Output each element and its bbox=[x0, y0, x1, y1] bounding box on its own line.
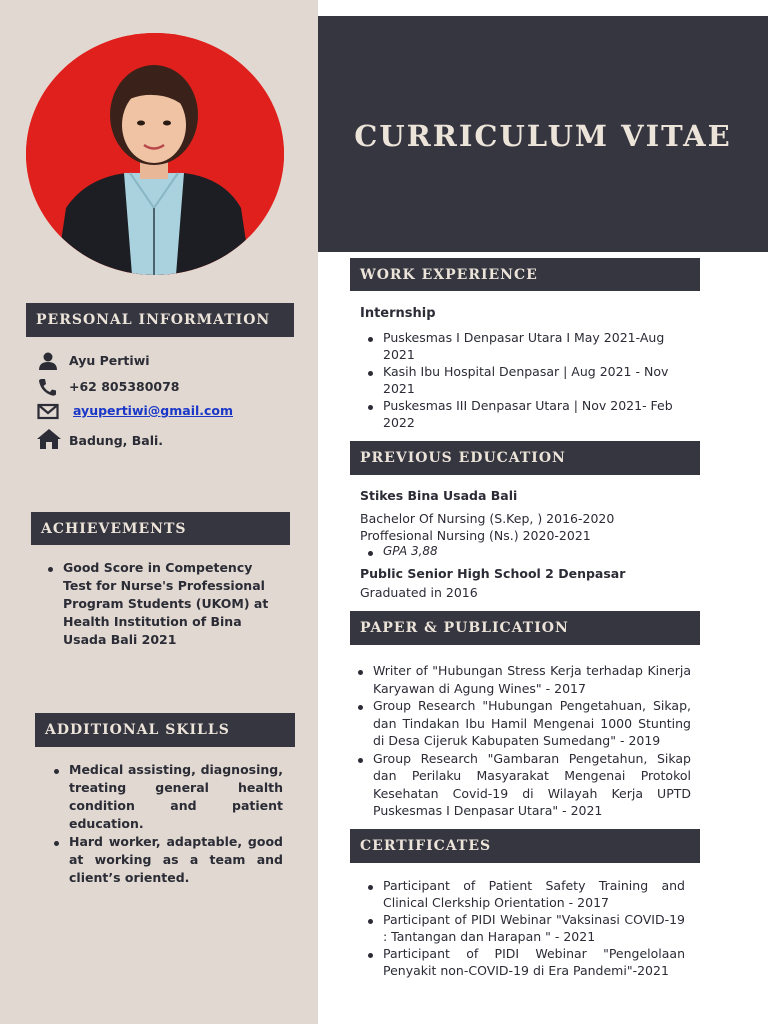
papers-heading: PAPER & PUBLICATION bbox=[350, 611, 700, 645]
work-subtitle: Internship bbox=[360, 306, 436, 321]
achievements-heading: ACHIEVEMENTS bbox=[31, 512, 290, 545]
education-graduated: Graduated in 2016 bbox=[360, 585, 478, 600]
certificate-item: Participant of PIDI Webinar "Pengelolaan Penyakit non-COVID-19 di Era Pandemi"-2021 bbox=[383, 946, 685, 978]
education-degree-1: Bachelor Of Nursing (S.Kep, ) 2016-2020 bbox=[360, 511, 615, 526]
skills-heading: ADDITIONAL SKILLS bbox=[35, 713, 295, 747]
person-name: Ayu Pertiwi bbox=[69, 353, 150, 368]
mail-icon bbox=[37, 403, 59, 421]
skills-list bbox=[69, 761, 283, 887]
certificate-item: Participant of Patient Safety Training and Clinical Clerkship Orientation - 2017 bbox=[383, 878, 685, 910]
papers-list bbox=[373, 662, 691, 820]
paper-item: Group Research "Hubungan Pengetahuan, Sikap, dan Tindakan Ibu Hamil Mengenai 1000 Stunting di Desa Cijeruk Kabupaten Sumedang" - 2019 bbox=[373, 698, 691, 748]
paper-item: Writer of "Hubungan Stress Kerja terhadap Kinerja Karyawan di Agung Wines" - 2017 bbox=[373, 663, 691, 696]
education-degree-2: Proffesional Nursing (Ns.) 2020-2021 bbox=[360, 528, 591, 543]
work-heading: WORK EXPERIENCE bbox=[350, 258, 700, 291]
personal-info-heading: PERSONAL INFORMATION bbox=[26, 303, 294, 337]
work-item: Kasih Ibu Hospital Denpasar | Aug 2021 - Nov 2021 bbox=[383, 363, 683, 397]
page-title: CURRICULUM VITAE bbox=[354, 119, 732, 153]
work-item: Puskesmas III Denpasar Utara | Nov 2021- Feb 2022 bbox=[383, 397, 683, 431]
education-gpa-list bbox=[383, 543, 438, 560]
address: Badung, Bali. bbox=[69, 433, 164, 448]
achievements-list bbox=[63, 559, 275, 649]
profile-photo bbox=[26, 33, 284, 275]
achievement-item: Good Score in Competency Test for Nurse's Professional Program Students (UKOM) at Health Institution of Bina Usada Bali 2021 bbox=[63, 559, 275, 649]
paper-item: Group Research "Gambaran Pengetahun, Sikap dan Perilaku Masyarakat Mengenai Protokol Kesehatan Covid-19 di Wilayah Kerja UPTD Puskesmas I Denpasar Utara" - 2021 bbox=[373, 750, 691, 818]
phone-number: +62 805380078 bbox=[69, 379, 180, 394]
skill-item: Hard worker, adaptable, good at working as a team and client’s oriented. bbox=[69, 834, 283, 885]
user-icon bbox=[37, 352, 59, 370]
education-school-2: Public Senior High School 2 Denpasar bbox=[360, 566, 626, 581]
education-heading: PREVIOUS EDUCATION bbox=[350, 441, 700, 475]
work-list bbox=[383, 329, 683, 431]
title-banner bbox=[318, 16, 768, 252]
certificates-list bbox=[383, 877, 685, 979]
home-icon bbox=[36, 428, 62, 450]
education-school-1: Stikes Bina Usada Bali bbox=[360, 488, 518, 503]
certificates-heading: CERTIFICATES bbox=[350, 829, 700, 863]
phone-icon bbox=[37, 378, 59, 396]
work-item: Puskesmas I Denpasar Utara I May 2021-Aug 2021 bbox=[383, 329, 683, 363]
education-gpa: GPA 3,88 bbox=[383, 544, 438, 558]
email-link[interactable]: ayupertiwi@gmail.com bbox=[73, 403, 234, 418]
certificate-item: Participant of PIDI Webinar "Vaksinasi COVID-19 : Tantangan dan Harapan " - 2021 bbox=[383, 912, 685, 944]
skill-item: Medical assisting, diagnosing, treating general health condition and patient education. bbox=[69, 762, 283, 831]
